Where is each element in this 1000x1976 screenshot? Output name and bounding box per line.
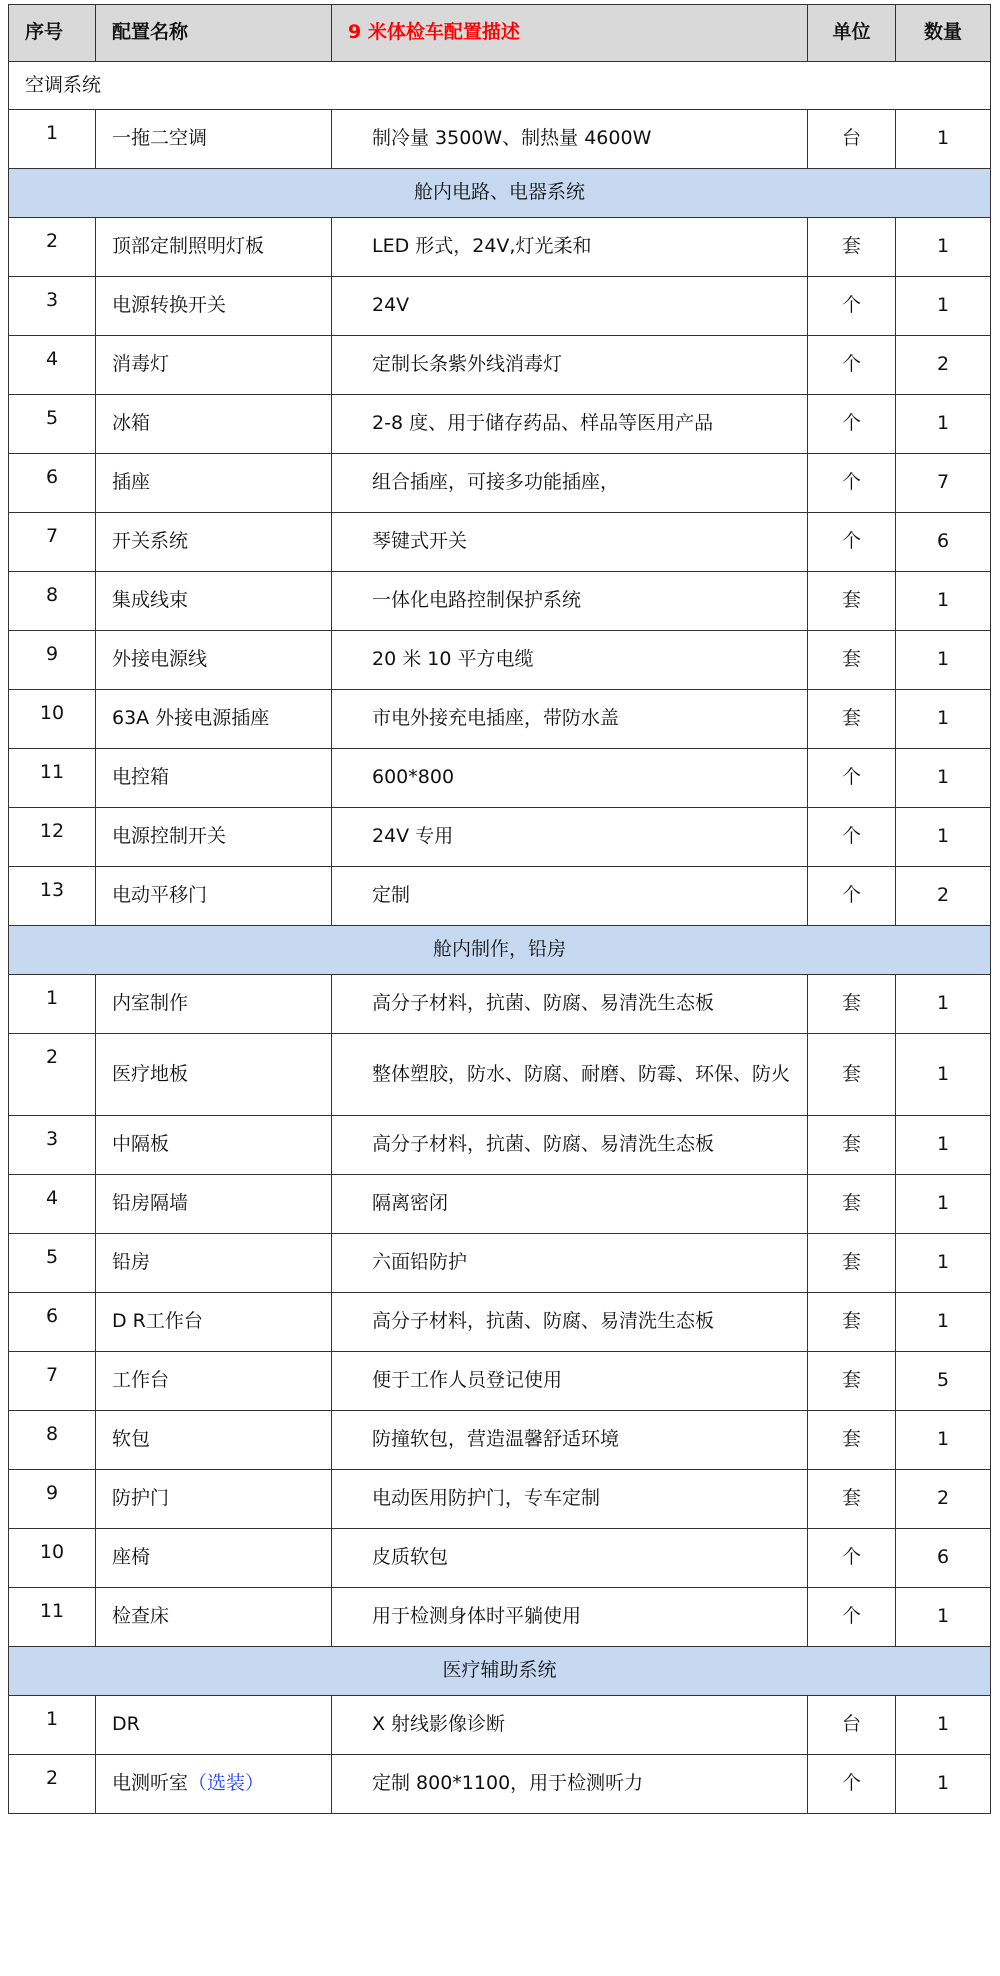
row-quantity: 1 <box>896 395 991 454</box>
row-quantity: 1 <box>896 808 991 867</box>
row-description: 定制 <box>332 867 808 926</box>
row-name: 一拖二空调 <box>96 110 332 169</box>
row-unit: 套 <box>808 572 896 631</box>
row-quantity: 1 <box>896 975 991 1034</box>
row-unit: 个 <box>808 808 896 867</box>
row-description: 电动医用防护门，专车定制 <box>332 1470 808 1529</box>
row-name: 电动平移门 <box>96 867 332 926</box>
row-quantity: 5 <box>896 1352 991 1411</box>
row-quantity: 2 <box>896 867 991 926</box>
row-quantity: 1 <box>896 1116 991 1175</box>
row-unit: 套 <box>808 1470 896 1529</box>
row-quantity: 1 <box>896 1034 991 1116</box>
row-number: 10 <box>9 690 96 749</box>
row-number: 13 <box>9 867 96 926</box>
row-name: 63A 外接电源插座 <box>96 690 332 749</box>
row-description: 防撞软包，营造温馨舒适环境 <box>332 1411 808 1470</box>
row-description: 六面铅防护 <box>332 1234 808 1293</box>
table-row <box>9 1696 991 1755</box>
table-row <box>9 867 991 926</box>
section-row <box>9 1647 991 1696</box>
section-row <box>9 926 991 975</box>
row-quantity: 1 <box>896 1588 991 1647</box>
section-title: 舱内电路、电器系统 <box>9 169 991 218</box>
row-name: 外接电源线 <box>96 631 332 690</box>
row-name: 防护门 <box>96 1470 332 1529</box>
table-row <box>9 1588 991 1647</box>
header-col-no: 序号 <box>9 5 96 62</box>
table-row <box>9 513 991 572</box>
row-quantity: 1 <box>896 631 991 690</box>
table-row <box>9 277 991 336</box>
row-number: 1 <box>9 975 96 1034</box>
row-description: 高分子材料，抗菌、防腐、易清洗生态板 <box>332 975 808 1034</box>
header-col-name: 配置名称 <box>96 5 332 62</box>
row-unit: 个 <box>808 1588 896 1647</box>
row-name: 内室制作 <box>96 975 332 1034</box>
table-row <box>9 1034 991 1116</box>
table-row <box>9 1234 991 1293</box>
table-row <box>9 1352 991 1411</box>
row-quantity: 1 <box>896 277 991 336</box>
row-number: 7 <box>9 1352 96 1411</box>
row-name: 医疗地板 <box>96 1034 332 1116</box>
row-description: 便于工作人员登记使用 <box>332 1352 808 1411</box>
table-row <box>9 336 991 395</box>
row-name: 电源控制开关 <box>96 808 332 867</box>
row-number: 3 <box>9 277 96 336</box>
row-description: 市电外接充电插座，带防水盖 <box>332 690 808 749</box>
row-unit: 套 <box>808 690 896 749</box>
row-name: 开关系统 <box>96 513 332 572</box>
row-quantity: 2 <box>896 1470 991 1529</box>
row-description: 皮质软包 <box>332 1529 808 1588</box>
table-row <box>9 975 991 1034</box>
row-number: 2 <box>9 1034 96 1116</box>
row-description: 组合插座，可接多功能插座， <box>332 454 808 513</box>
row-quantity: 1 <box>896 218 991 277</box>
row-unit: 个 <box>808 277 896 336</box>
row-number: 3 <box>9 1116 96 1175</box>
table-row <box>9 690 991 749</box>
row-name: 中隔板 <box>96 1116 332 1175</box>
row-description: 20 米 10 平方电缆 <box>332 631 808 690</box>
row-quantity: 1 <box>896 690 991 749</box>
row-quantity: 1 <box>896 110 991 169</box>
row-description: 定制长条紫外线消毒灯 <box>332 336 808 395</box>
row-quantity: 1 <box>896 1755 991 1814</box>
row-name: 消毒灯 <box>96 336 332 395</box>
table-row <box>9 1470 991 1529</box>
row-quantity: 1 <box>896 749 991 808</box>
row-description: 600*800 <box>332 749 808 808</box>
config-table-body <box>9 5 991 1814</box>
row-name: DR <box>96 1696 332 1755</box>
row-unit: 套 <box>808 1175 896 1234</box>
row-description: 24V 专用 <box>332 808 808 867</box>
row-unit: 台 <box>808 110 896 169</box>
table-row <box>9 1116 991 1175</box>
row-unit: 套 <box>808 1352 896 1411</box>
row-number: 2 <box>9 218 96 277</box>
row-quantity: 6 <box>896 1529 991 1588</box>
row-unit: 个 <box>808 336 896 395</box>
table-row <box>9 218 991 277</box>
row-number: 8 <box>9 572 96 631</box>
row-description: 高分子材料，抗菌、防腐、易清洗生态板 <box>332 1116 808 1175</box>
row-number: 4 <box>9 336 96 395</box>
section-row <box>9 169 991 218</box>
row-quantity: 1 <box>896 1411 991 1470</box>
row-number: 11 <box>9 749 96 808</box>
row-unit: 个 <box>808 454 896 513</box>
row-number: 1 <box>9 1696 96 1755</box>
section-title: 医疗辅助系统 <box>9 1647 991 1696</box>
row-description: 制冷量 3500W、制热量 4600W <box>332 110 808 169</box>
header-col-qty: 数量 <box>896 5 991 62</box>
row-description: 琴键式开关 <box>332 513 808 572</box>
row-number: 2 <box>9 1755 96 1814</box>
table-row <box>9 454 991 513</box>
row-description: LED 形式，24V,灯光柔和 <box>332 218 808 277</box>
row-description: 定制 800*1100，用于检测听力 <box>332 1755 808 1814</box>
row-number: 1 <box>9 110 96 169</box>
row-unit: 个 <box>808 1755 896 1814</box>
row-number: 9 <box>9 631 96 690</box>
header-col-unit: 单位 <box>808 5 896 62</box>
row-unit: 个 <box>808 513 896 572</box>
row-name: 集成线束 <box>96 572 332 631</box>
table-row <box>9 631 991 690</box>
row-number: 9 <box>9 1470 96 1529</box>
row-name: 检查床 <box>96 1588 332 1647</box>
row-unit: 套 <box>808 1411 896 1470</box>
row-unit: 套 <box>808 1034 896 1116</box>
table-row <box>9 395 991 454</box>
row-unit: 个 <box>808 867 896 926</box>
row-name-text: 电测听室 <box>112 1772 189 1795</box>
row-quantity: 1 <box>896 1696 991 1755</box>
table-row <box>9 110 991 169</box>
row-name: 铅房 <box>96 1234 332 1293</box>
row-number: 4 <box>9 1175 96 1234</box>
header-row <box>9 5 991 62</box>
row-quantity: 1 <box>896 1293 991 1352</box>
row-number: 7 <box>9 513 96 572</box>
row-quantity: 7 <box>896 454 991 513</box>
row-number: 8 <box>9 1411 96 1470</box>
row-number: 5 <box>9 395 96 454</box>
optional-note: （选装） <box>188 1772 265 1795</box>
row-name: 软包 <box>96 1411 332 1470</box>
row-name: D R工作台 <box>96 1293 332 1352</box>
table-row <box>9 808 991 867</box>
row-name: 工作台 <box>96 1352 332 1411</box>
row-unit: 套 <box>808 218 896 277</box>
row-quantity: 1 <box>896 572 991 631</box>
row-unit: 个 <box>808 749 896 808</box>
config-table <box>8 4 991 1814</box>
row-unit: 套 <box>808 1293 896 1352</box>
table-row <box>9 1293 991 1352</box>
row-number: 6 <box>9 454 96 513</box>
table-row <box>9 1411 991 1470</box>
row-name: 顶部定制照明灯板 <box>96 218 332 277</box>
row-description: X 射线影像诊断 <box>332 1696 808 1755</box>
row-unit: 套 <box>808 1234 896 1293</box>
row-name: 座椅 <box>96 1529 332 1588</box>
table-row <box>9 1755 991 1814</box>
section-title: 舱内制作，铅房 <box>9 926 991 975</box>
row-quantity: 2 <box>896 336 991 395</box>
row-name: 冰箱 <box>96 395 332 454</box>
row-description: 隔离密闭 <box>332 1175 808 1234</box>
row-description: 一体化电路控制保护系统 <box>332 572 808 631</box>
row-unit: 个 <box>808 395 896 454</box>
row-description: 用于检测身体时平躺使用 <box>332 1588 808 1647</box>
header-col-desc: 9 米体检车配置描述 <box>332 5 808 62</box>
row-number: 12 <box>9 808 96 867</box>
table-row <box>9 1175 991 1234</box>
table-row <box>9 749 991 808</box>
row-unit: 个 <box>808 1529 896 1588</box>
row-number: 5 <box>9 1234 96 1293</box>
row-unit: 台 <box>808 1696 896 1755</box>
row-name: 电控箱 <box>96 749 332 808</box>
row-number: 10 <box>9 1529 96 1588</box>
row-description: 高分子材料，抗菌、防腐、易清洗生态板 <box>332 1293 808 1352</box>
row-name <box>96 1755 332 1814</box>
row-quantity: 1 <box>896 1175 991 1234</box>
row-description: 2-8 度、用于储存药品、样品等医用产品 <box>332 395 808 454</box>
row-name: 铅房隔墙 <box>96 1175 332 1234</box>
row-name: 电源转换开关 <box>96 277 332 336</box>
section-title: 空调系统 <box>9 62 991 110</box>
table-row <box>9 572 991 631</box>
row-unit: 套 <box>808 631 896 690</box>
row-description: 24V <box>332 277 808 336</box>
row-name: 插座 <box>96 454 332 513</box>
section-row <box>9 62 991 110</box>
table-row <box>9 1529 991 1588</box>
row-quantity: 6 <box>896 513 991 572</box>
row-unit: 套 <box>808 975 896 1034</box>
row-description: 整体塑胶，防水、防腐、耐磨、防霉、环保、防火 <box>332 1034 808 1116</box>
row-number: 6 <box>9 1293 96 1352</box>
row-number: 11 <box>9 1588 96 1647</box>
row-unit: 套 <box>808 1116 896 1175</box>
row-quantity: 1 <box>896 1234 991 1293</box>
